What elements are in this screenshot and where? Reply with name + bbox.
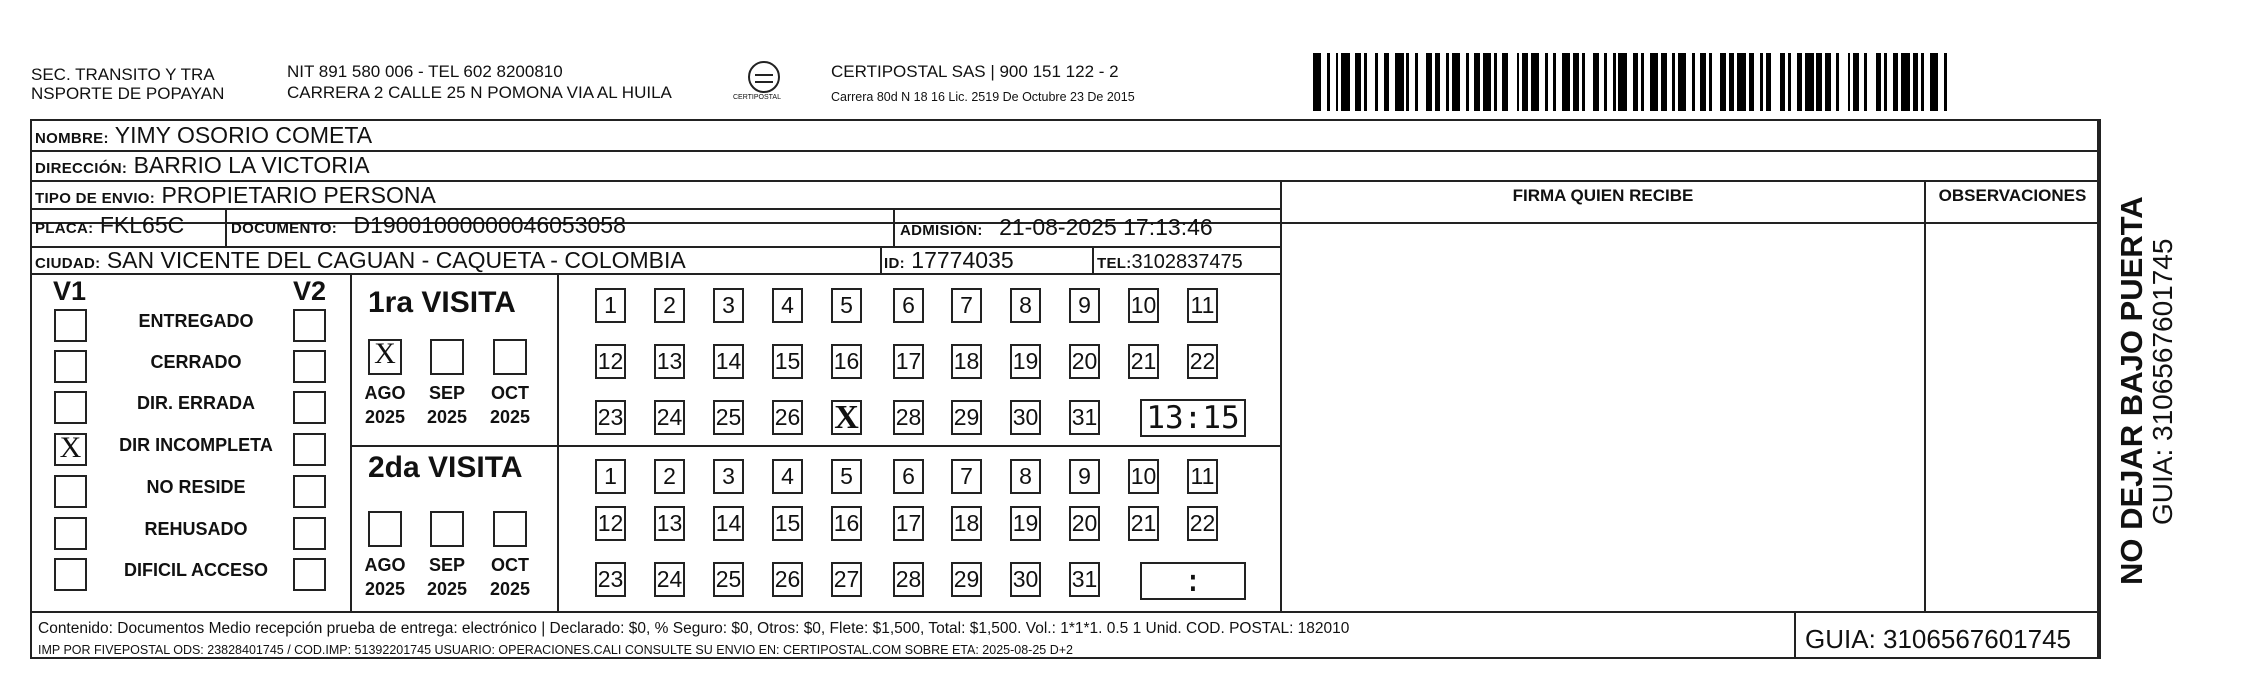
logo-caption: CERTIPOSTAL <box>733 94 781 101</box>
no-dejar-bajo-puerta: NO DEJAR BAJO PUERTA <box>2114 196 2149 585</box>
documento-field <box>231 212 626 242</box>
v1-checkbox[interactable] <box>54 350 87 383</box>
v1-checkbox[interactable]: X <box>54 433 87 466</box>
certipostal-logo-icon <box>748 61 780 93</box>
month-checkbox[interactable]: X <box>368 339 402 375</box>
tel-field <box>1097 249 1243 277</box>
year-label: 2025 <box>489 407 531 427</box>
day-box[interactable]: 31 <box>1069 562 1100 597</box>
day-box[interactable]: 13 <box>654 506 685 541</box>
month-checkbox[interactable] <box>430 511 464 547</box>
day-box[interactable]: 26 <box>772 562 803 597</box>
day-box[interactable]: 1 <box>595 288 626 323</box>
day-box[interactable]: 3 <box>713 288 744 323</box>
status-label: NO RESIDE <box>146 477 246 497</box>
visit1-title: 1ra VISITA <box>368 286 516 319</box>
firma-area[interactable] <box>1282 224 1924 610</box>
v1-checkbox[interactable] <box>54 391 87 424</box>
placa-field <box>35 212 184 242</box>
admision-value: 21-08-2025 17:13:46 <box>999 214 1213 240</box>
status-label: DIR INCOMPLETA <box>119 435 273 455</box>
placa-label: PLACA: <box>35 220 94 237</box>
day-box[interactable]: 15 <box>772 506 803 541</box>
day-box[interactable]: 29 <box>951 400 982 435</box>
documento-value: D19001000000046053058 <box>353 212 626 238</box>
day-box[interactable]: 29 <box>951 562 982 597</box>
day-box[interactable]: 24 <box>654 562 685 597</box>
day-box[interactable]: 8 <box>1010 459 1041 494</box>
day-box[interactable]: 12 <box>595 344 626 379</box>
year-label: 2025 <box>364 579 406 599</box>
day-box[interactable]: 23 <box>595 562 626 597</box>
day-box[interactable]: 23 <box>595 400 626 435</box>
year-label: 2025 <box>489 579 531 599</box>
v2-checkbox[interactable] <box>293 309 326 342</box>
day-box[interactable]: 15 <box>772 344 803 379</box>
sender-nit: NIT 891 580 006 - TEL 602 8200810 <box>287 62 563 81</box>
admision-field <box>900 214 1213 244</box>
tipo-envio-row <box>35 182 436 212</box>
status-label: REHUSADO <box>144 519 248 539</box>
v2-checkbox[interactable] <box>293 391 326 424</box>
year-label: 2025 <box>364 407 406 427</box>
visit1-time[interactable]: 13:15 <box>1140 399 1246 437</box>
sender-address: CARRERA 2 CALLE 25 N POMONA VIA AL HUILA <box>287 83 672 102</box>
month-checkbox[interactable] <box>493 339 527 375</box>
month-label: AGO <box>364 383 406 403</box>
month-checkbox[interactable] <box>430 339 464 375</box>
v1-checkbox[interactable] <box>54 309 87 342</box>
direccion-row <box>35 152 370 182</box>
month-label: OCT <box>491 383 529 403</box>
month-label: SEP <box>428 555 466 575</box>
v1-header: V1 <box>53 276 87 306</box>
day-box[interactable]: 6 <box>893 459 924 494</box>
footer-imp: IMP POR FIVEPOSTAL ODS: 23828401745 / COD.IMP: 51392201745 USUARIO: OPERACIONES.CALI CONSULTE SU ENVIO EN: CERTIPOSTAL.COM SOBRE ETA: 2025-08-25 D+2 <box>38 643 1073 657</box>
v2-checkbox[interactable] <box>293 517 326 550</box>
v2-checkbox[interactable] <box>293 433 326 466</box>
v2-checkbox[interactable] <box>293 475 326 508</box>
day-box[interactable]: 22 <box>1187 344 1218 379</box>
footer-guia: GUIA: 3106567601745 <box>1805 624 2071 654</box>
year-label: 2025 <box>426 407 468 427</box>
row-divider <box>30 611 2099 613</box>
day-box[interactable]: 10 <box>1128 288 1159 323</box>
day-box[interactable]: 3 <box>713 459 744 494</box>
sender-name-line2: NSPORTE DE POPAYAN <box>31 84 225 103</box>
day-box[interactable]: 21 <box>1128 506 1159 541</box>
v1-checkbox[interactable] <box>54 517 87 550</box>
nombre-row <box>35 122 372 152</box>
day-box[interactable]: 17 <box>893 344 924 379</box>
day-box[interactable]: 4 <box>772 459 803 494</box>
v1-checkbox[interactable] <box>54 475 87 508</box>
day-box[interactable]: 28 <box>893 562 924 597</box>
day-box[interactable]: 11 <box>1187 288 1218 323</box>
tipo-envio-label: TIPO DE ENVIO: <box>35 190 156 207</box>
id-field <box>884 247 1014 277</box>
firma-header: FIRMA QUIEN RECIBE <box>1512 186 1694 205</box>
footer-contenido: Contenido: Documentos Medio recepción prueba de entrega: electrónico | Declarado: $0, % Seguro: $0, Otros: $0, Flete: $1,500, Total: $1,500. Vol.: 1*1*1. 0.5 1 Unid. COD. POSTAL: 182010 <box>38 620 1350 637</box>
day-box[interactable]: 27 <box>831 562 862 597</box>
courier-license: Carrera 80d N 18 16 Lic. 2519 De Octubre 23 De 2015 <box>831 90 1135 104</box>
day-box[interactable]: X <box>831 400 862 435</box>
observaciones-area[interactable] <box>1926 224 2099 610</box>
direccion-value: BARRIO LA VICTORIA <box>133 152 370 178</box>
day-box[interactable]: 8 <box>1010 288 1041 323</box>
observaciones-header: OBSERVACIONES <box>1938 186 2087 205</box>
direccion-label: DIRECCIÓN: <box>35 160 128 177</box>
month-checkbox[interactable] <box>368 511 402 547</box>
day-box[interactable]: 18 <box>951 344 982 379</box>
ciudad-label: CIUDAD: <box>35 255 101 272</box>
day-box[interactable]: 5 <box>831 288 862 323</box>
day-box[interactable]: 26 <box>772 400 803 435</box>
v2-checkbox[interactable] <box>293 558 326 591</box>
day-box[interactable]: 25 <box>713 400 744 435</box>
day-box[interactable]: 10 <box>1128 459 1159 494</box>
day-box[interactable]: 21 <box>1128 344 1159 379</box>
month-label: OCT <box>491 555 529 575</box>
day-box[interactable]: 14 <box>713 344 744 379</box>
side-guia: GUIA: 3106567601745 <box>2147 238 2178 525</box>
status-label: CERRADO <box>150 352 242 372</box>
v1-checkbox[interactable] <box>54 558 87 591</box>
day-box[interactable]: 2 <box>654 459 685 494</box>
day-box[interactable]: 31 <box>1069 400 1100 435</box>
nombre-value: YIMY OSORIO COMETA <box>114 122 373 148</box>
day-box[interactable]: 7 <box>951 459 982 494</box>
nombre-label: NOMBRE: <box>35 130 109 147</box>
documento-label: DOCUMENTO: <box>231 220 338 237</box>
day-box[interactable]: 6 <box>893 288 924 323</box>
visit2-title: 2da VISITA <box>368 451 523 484</box>
day-box[interactable]: 19 <box>1010 506 1041 541</box>
month-label: SEP <box>428 383 466 403</box>
day-box[interactable]: 14 <box>713 506 744 541</box>
day-box[interactable]: 19 <box>1010 344 1041 379</box>
admision-label: ADMISIÓN: <box>900 222 983 239</box>
month-checkbox[interactable] <box>493 511 527 547</box>
v2-checkbox[interactable] <box>293 350 326 383</box>
id-label: ID: <box>884 255 905 272</box>
day-box[interactable]: 20 <box>1069 344 1100 379</box>
day-box[interactable]: 24 <box>654 400 685 435</box>
tel-value: 3102837475 <box>1131 251 1243 273</box>
day-box[interactable]: 4 <box>772 288 803 323</box>
barcode <box>1313 53 1953 111</box>
day-box[interactable]: 7 <box>951 288 982 323</box>
courier-name: CERTIPOSTAL SAS | 900 151 122 - 2 <box>831 62 1119 81</box>
id-value: 17774035 <box>911 247 1014 273</box>
day-box[interactable]: 22 <box>1187 506 1218 541</box>
day-box[interactable]: 16 <box>831 506 862 541</box>
year-label: 2025 <box>426 579 468 599</box>
v2-header: V2 <box>293 276 327 306</box>
status-label: ENTREGADO <box>138 311 254 331</box>
day-box[interactable]: 28 <box>893 400 924 435</box>
status-label: DIFICIL ACCESO <box>123 560 268 580</box>
day-box[interactable]: 2 <box>654 288 685 323</box>
day-box[interactable]: 5 <box>831 459 862 494</box>
day-box[interactable]: 11 <box>1187 459 1218 494</box>
visit2-time[interactable]: : <box>1140 562 1246 600</box>
day-box[interactable]: 18 <box>951 506 982 541</box>
month-label: AGO <box>364 555 406 575</box>
day-box[interactable]: 25 <box>713 562 744 597</box>
day-box[interactable]: 16 <box>831 344 862 379</box>
day-box[interactable]: 30 <box>1010 400 1041 435</box>
day-box[interactable]: 12 <box>595 506 626 541</box>
tel-label: TEL: <box>1097 255 1132 272</box>
day-box[interactable]: 1 <box>595 459 626 494</box>
tipo-envio-value: PROPIETARIO PERSONA <box>161 182 436 208</box>
status-label: DIR. ERRADA <box>136 393 255 413</box>
day-box[interactable]: 17 <box>893 506 924 541</box>
day-box[interactable]: 9 <box>1069 459 1100 494</box>
day-box[interactable]: 13 <box>654 344 685 379</box>
day-box[interactable]: 9 <box>1069 288 1100 323</box>
day-box[interactable]: 20 <box>1069 506 1100 541</box>
ciudad-value: SAN VICENTE DEL CAGUAN - CAQUETA - COLOMBIA <box>106 247 686 273</box>
ciudad-field <box>35 247 686 277</box>
day-box[interactable]: 30 <box>1010 562 1041 597</box>
sender-name-line1: SEC. TRANSITO Y TRA <box>31 65 215 84</box>
placa-value: FKL65C <box>99 212 185 238</box>
